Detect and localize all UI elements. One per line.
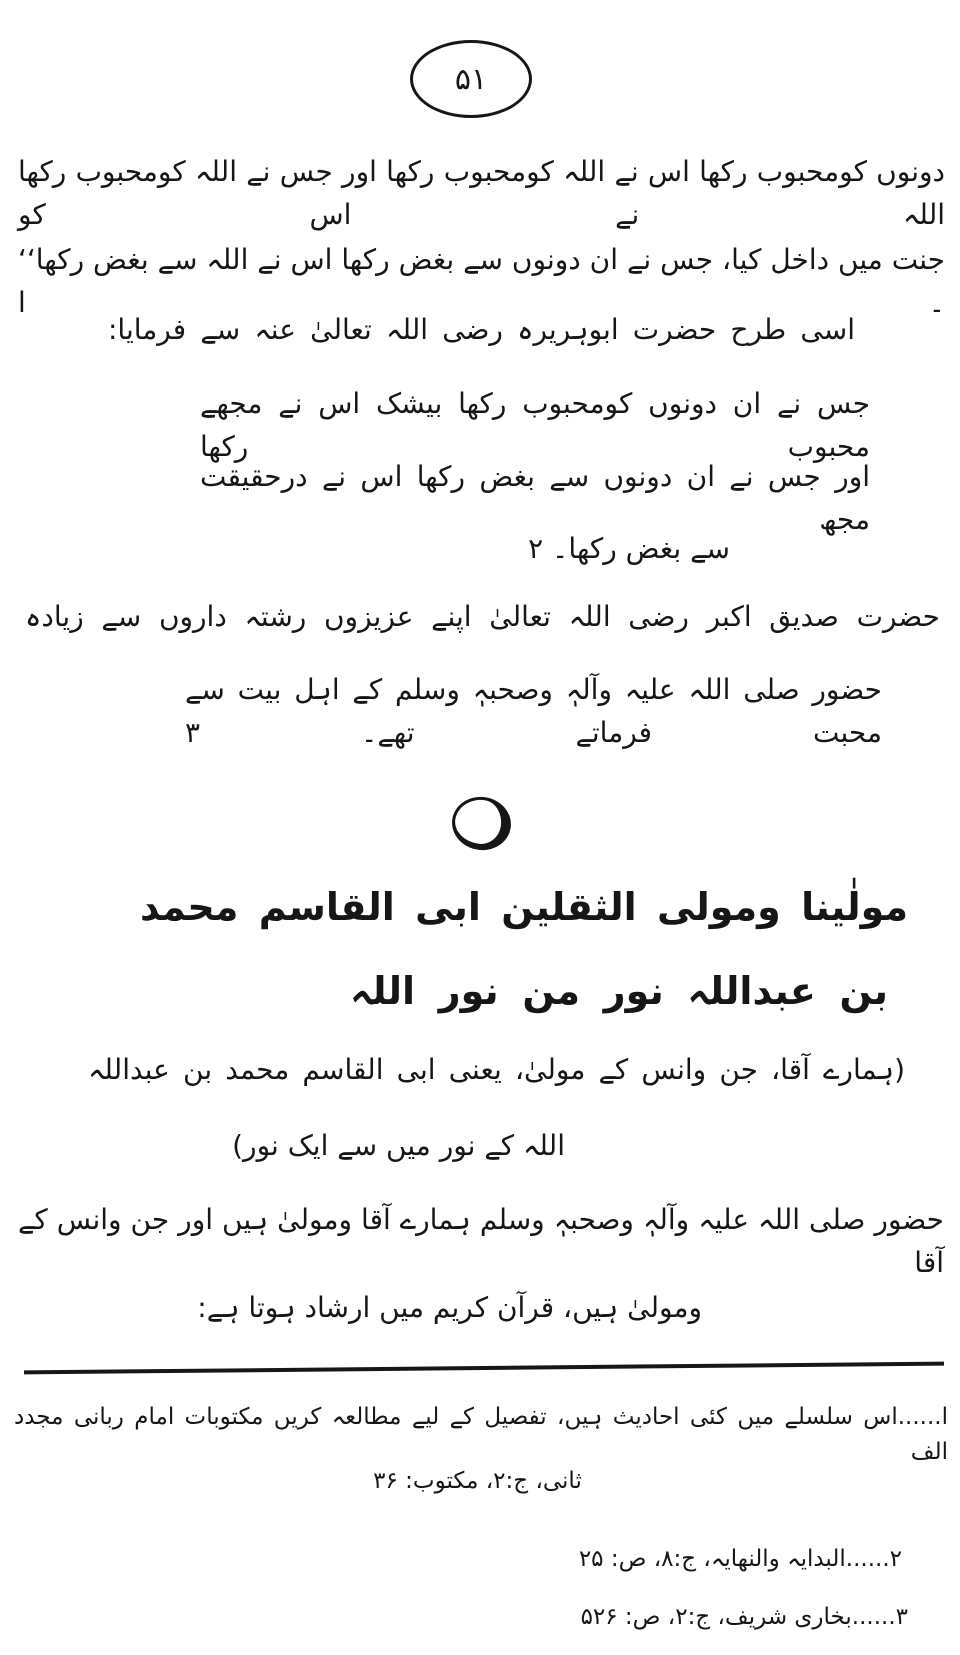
hadith-quote-line1: جس نے ان دونوں کومحبوب رکھا بیشک اس نے مجھے محبوب رکھا [200, 387, 870, 464]
para1-line2: جنت میں داخل کیا، جس نے ان دونوں سے بغض رکھا اس نے اللہ سے بغض رکھا‘‘ ۔ ا [18, 243, 945, 320]
para3-line2: حضور صلی اللہ علیہ وآلہٖ وصحبہٖ وسلم کے اہل بیت سے محبت فرماتے تھے۔ ۳ [185, 673, 882, 750]
translation-line1: (ہمارے آقا، جن وانس کے مولیٰ، یعنی ابی القاسم محمد بن عبداللہ [88, 1053, 905, 1086]
para1-line1: دونوں کومحبوب رکھا اس نے اللہ کومحبوب رکھا اور جس نے اللہ کومحبوب رکھا اللہ نے اس کو [18, 155, 945, 232]
footnote1-line1: ا......اس سلسلے میں کئی احادیث ہیں، تفصیل کے لیے مطالعہ کریں مکتوبات امام ربانی مجدد الف [14, 1404, 948, 1465]
page-number-badge [410, 40, 532, 118]
hadith-quote-line3: سے بغض رکھا۔ ۲ [528, 532, 730, 565]
para4-line1: حضور صلی اللہ علیہ وآلہٖ وصحبہٖ وسلم ہمارے آقا ومولیٰ ہیں اور جن وانس کے آقا [18, 1203, 944, 1280]
section-heading-line1: مولٰینا ومولی الثقلین ابی القاسم محمد [140, 885, 908, 929]
hadith-quote-line2: اور جس نے ان دونوں سے بغض رکھا اس نے درحقیقت مجھ [200, 460, 870, 537]
para4-line2: ومولیٰ ہیں، قرآن کریم میں ارشاد ہوتا ہے: [197, 1291, 702, 1324]
footnote2-line1: ۲......البدایہ والنھایہ، ج:۸، ص: ۲۵ [578, 1546, 902, 1572]
para3-line1: حضرت صدیق اکبر رضی اللہ تعالیٰ اپنے عزیزوں رشتہ داروں سے زیادہ [25, 600, 940, 633]
translation-line2: اللہ کے نور میں سے ایک نور) [232, 1129, 565, 1162]
footnote-divider [24, 1362, 944, 1375]
section-heading-line2: بن عبداللہ نور من نور اللہ [350, 969, 888, 1013]
crescent-ornament-icon [449, 793, 515, 854]
footnote1-line2: ثانی، ج:۲، مکتوب: ۳۶ [373, 1468, 582, 1494]
footnote3-line1: ۳......بخاری شریف، ج:۲، ص: ۵۲۶ [580, 1604, 908, 1630]
para2-line1: اسی طرح حضرت ابوہریرہ رضی اللہ تعالیٰ عنہ سے فرمایا: [108, 313, 855, 346]
page-number: ۵۱ [454, 61, 488, 97]
